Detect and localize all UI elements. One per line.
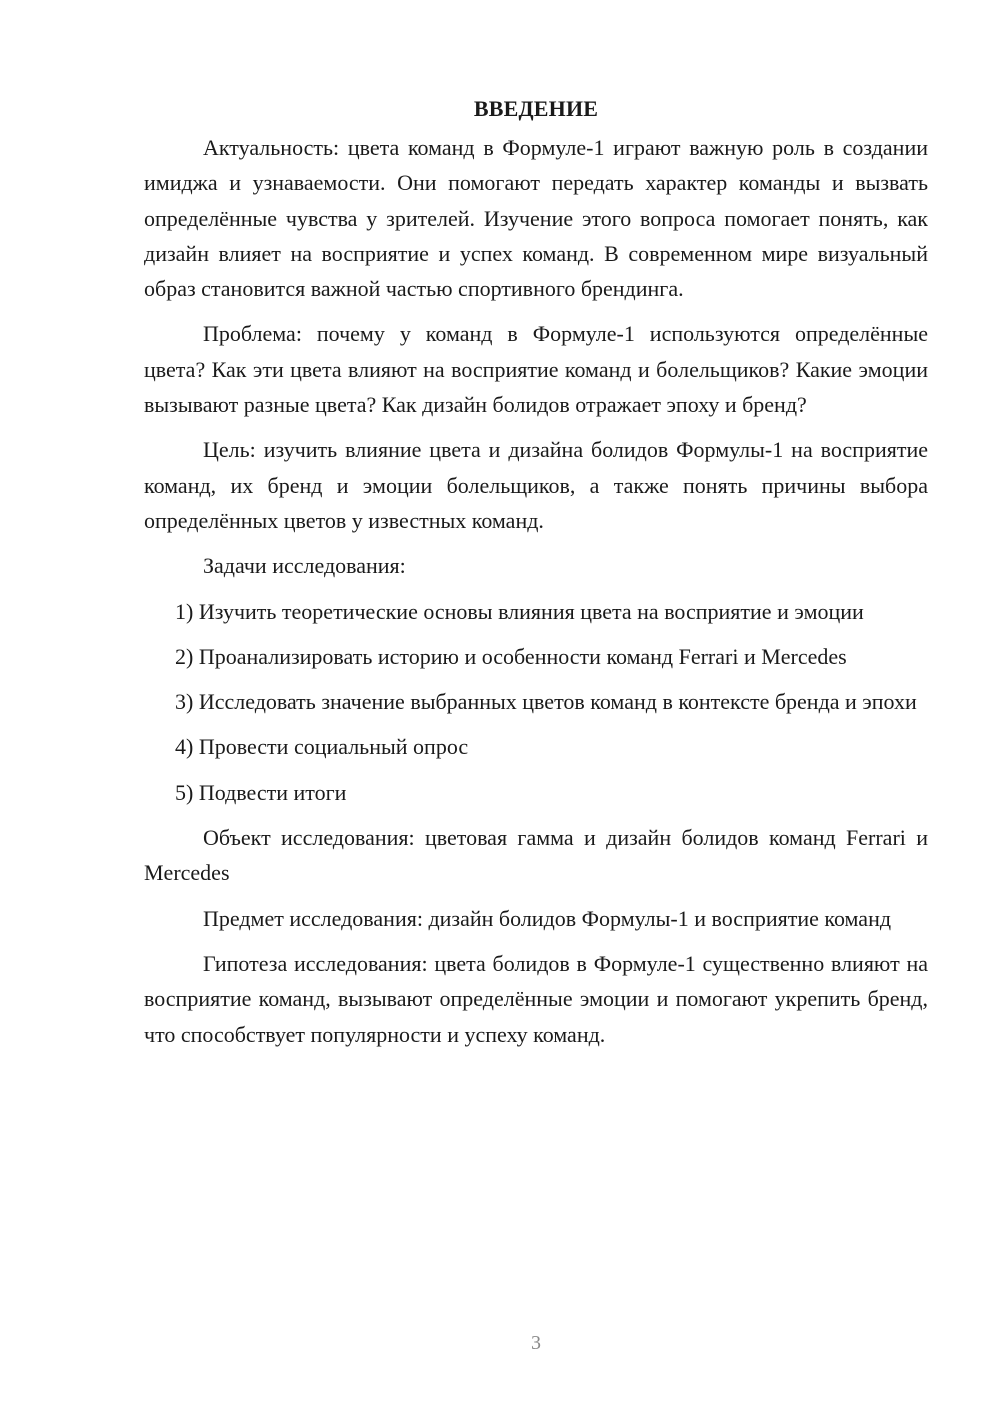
paragraph-problem: Проблема: почему у команд в Формуле-1 используются определённые цвета? Как эти цвета влияют на восприятие команд и болельщиков? Какие эмоции вызывают разные цвета? Как дизайн болидов отражает эпоху и бренд? [144, 321, 928, 418]
page-number: 3 [531, 1332, 541, 1354]
document-page [144, 92, 928, 1052]
task-item-3: 3) Исследовать значение выбранных цветов команд в контексте бренда и эпохи [175, 689, 917, 715]
paragraph-hypothesis: Гипотеза исследования: цвета болидов в Формуле-1 существенно влияют на восприятие команд, вызывают определённые эмоции и помогают укрепить бренд, что способствует популярности и успеху команд. [144, 950, 928, 1047]
task-item-1: 1) Изучить теоретические основы влияния цвета на восприятие и эмоции [175, 598, 864, 624]
task-item-4: 4) Провести социальный опрос [175, 734, 469, 760]
task-item-5: 5) Подвести итоги [175, 779, 347, 805]
paragraph-relevance: Актуальность: цвета команд в Формуле-1 играют важную роль в создании имиджа и узнаваемости. Они помогают передать характер команды и вызвать определённые чувства у зрителей. Изучение этого вопроса помогает понять, как дизайн влияет на восприятие и успех команд. В современном мире визуальный образ становится важной частью спортивного брендинга. [144, 135, 928, 302]
paragraph-tasks-intro: Задачи исследования: [203, 553, 406, 579]
task-item-2: 2) Проанализировать историю и особенности команд Ferrari и Mercedes [175, 643, 847, 669]
paragraph-goal: Цель: изучить влияние цвета и дизайна болидов Формулы-1 на восприятие команд, их бренд и эмоции болельщиков, а также понять причины выбора определённых цветов у известных команд. [144, 437, 928, 533]
paragraph-object: Объект исследования: цветовая гамма и дизайн болидов команд Ferrari и Mercedes [144, 825, 928, 886]
paragraph-subject: Предмет исследования: дизайн болидов Формулы-1 и восприятие команд [203, 905, 892, 931]
section-heading: ВВЕДЕНИЕ [473, 96, 599, 121]
